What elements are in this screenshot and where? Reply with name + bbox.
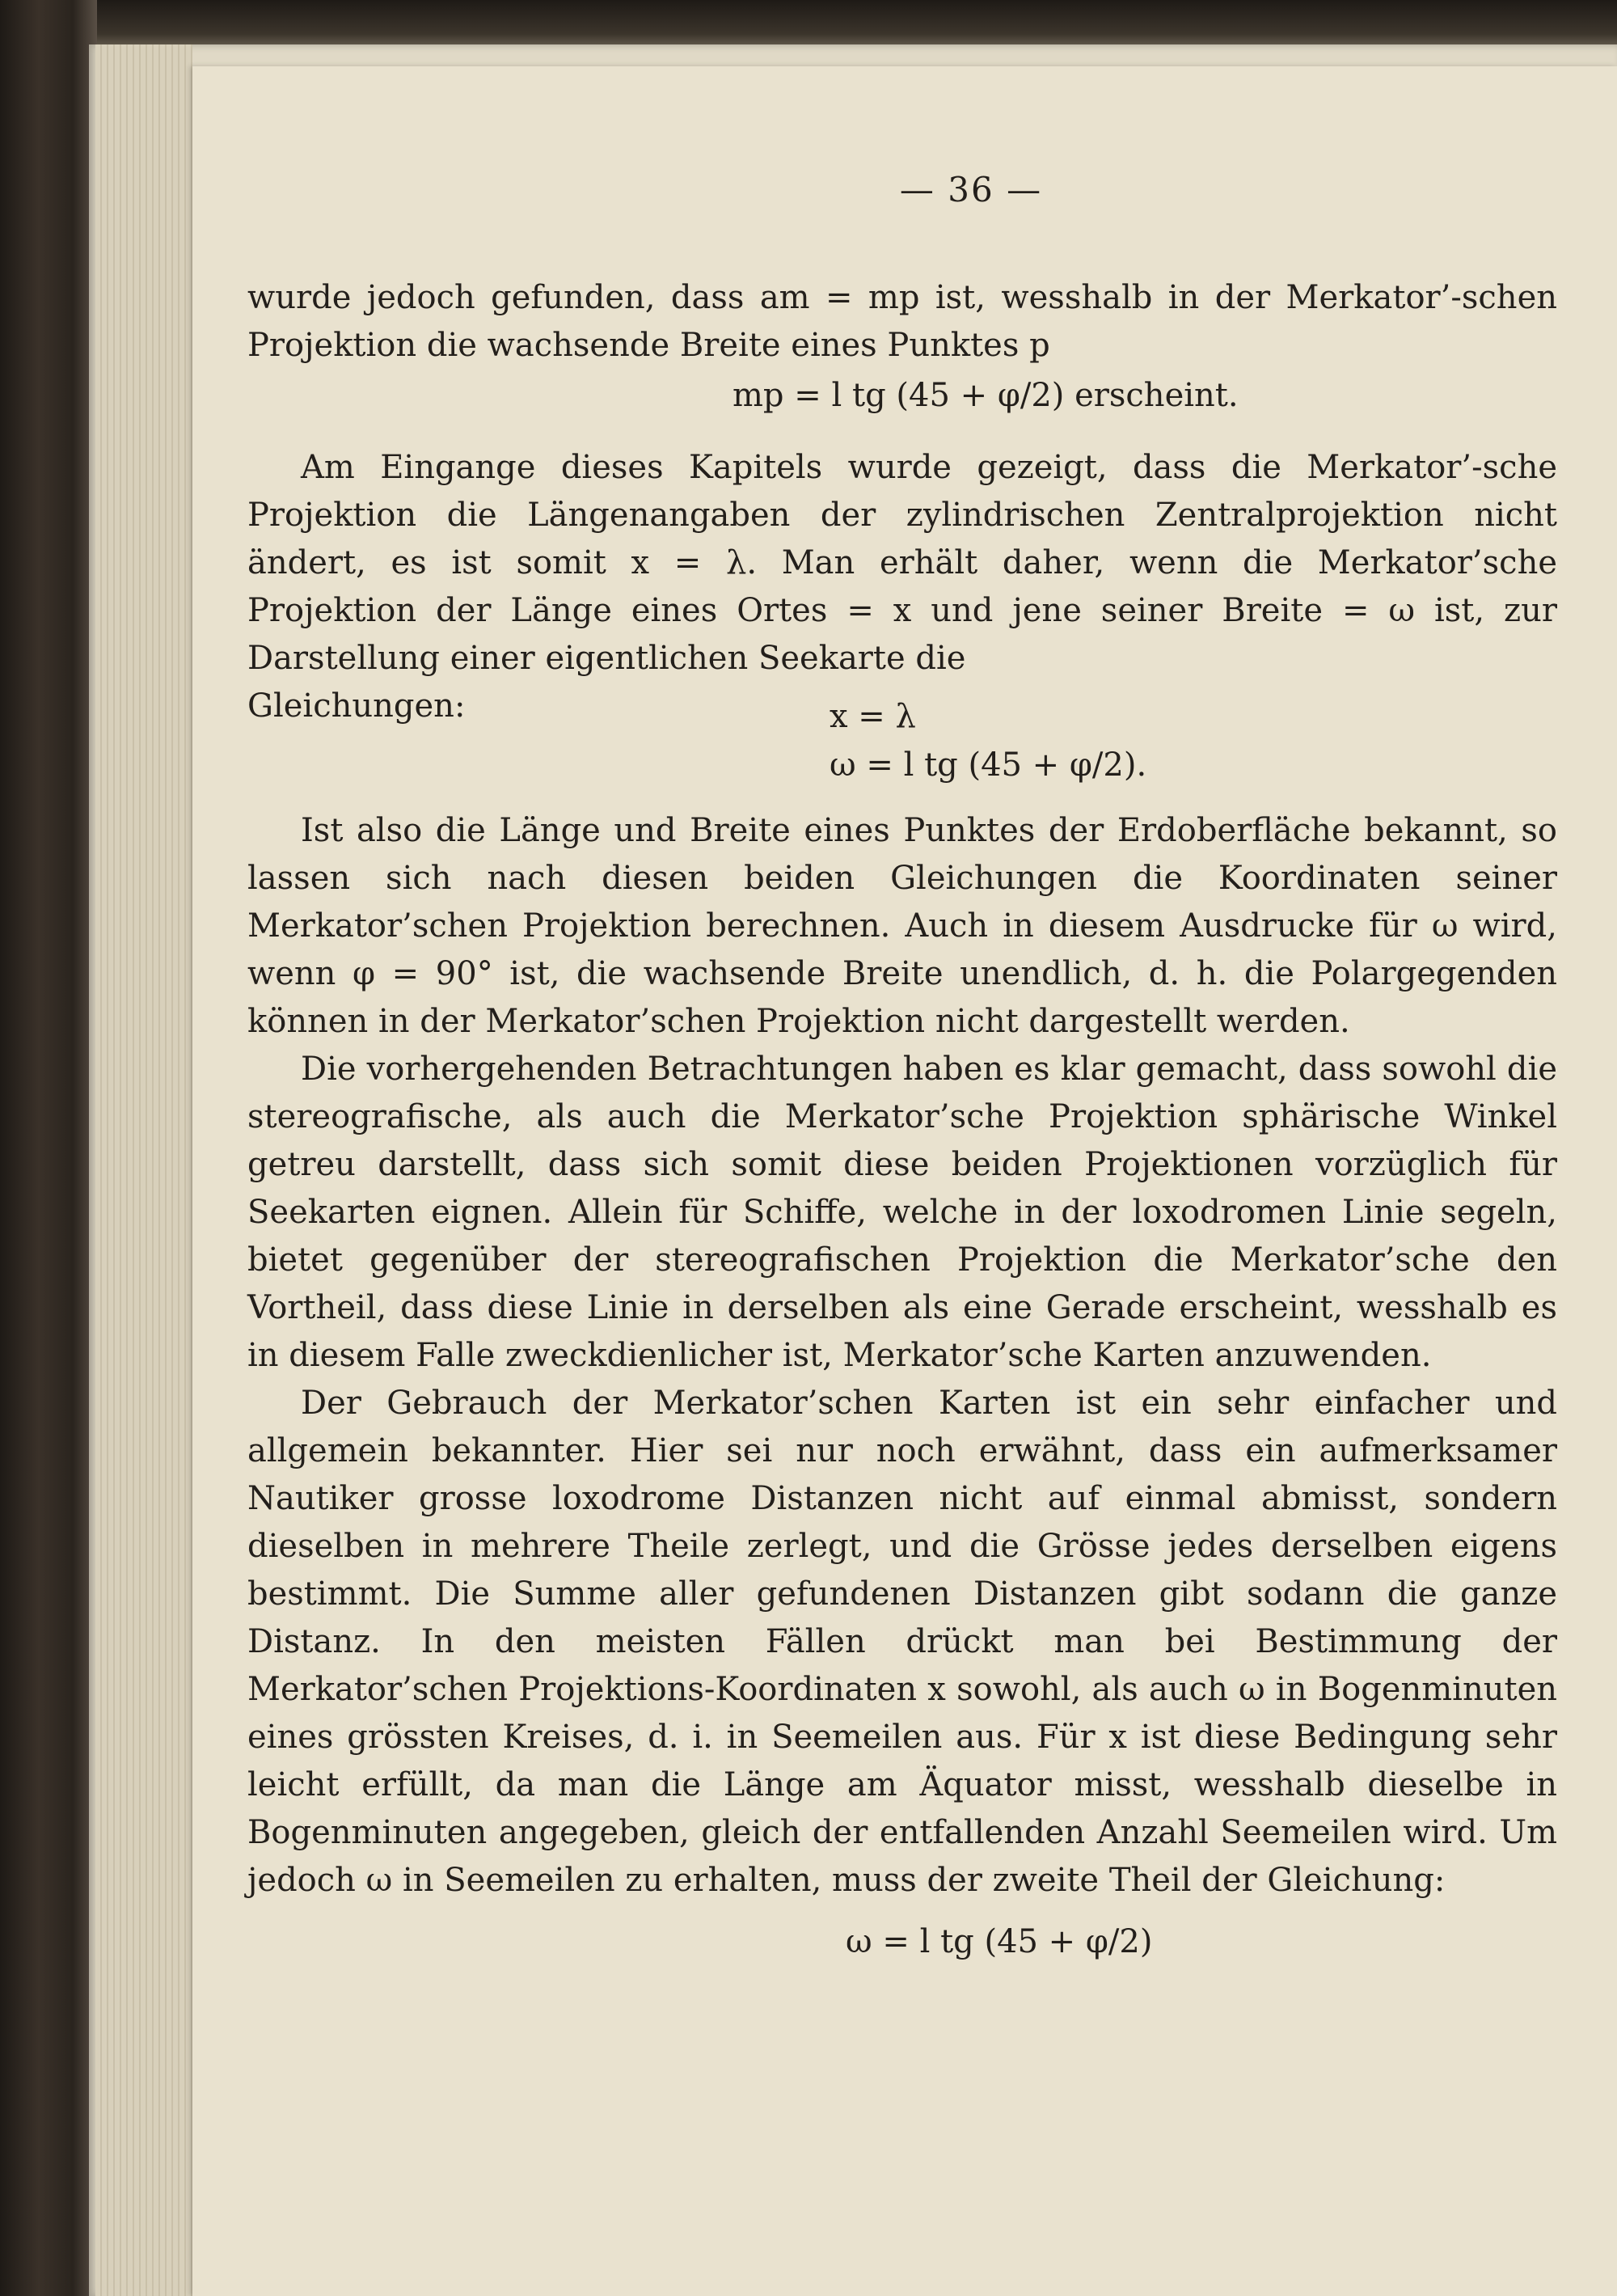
equations-block (247, 683, 1557, 786)
paragraph-3: Ist also die Länge und Breite eines Punktes der Erdoberfläche bekannt, so lassen sich nach diesen beiden Gleichungen die Koordinaten seiner Merkator’schen Projektion berechnen. Auch in diesem Ausdrucke für ω wird, wenn φ = 90° ist, die wachsende Breite unendlich, d. h. die Polargegenden können in der Merkator’schen Projektion nicht dargestellt werden. (247, 812, 1557, 1040)
equation-x: x = λ (830, 698, 916, 735)
equation-omega: ω = l tg (45 + φ/2). (830, 746, 1147, 784)
paragraph-1: wurde jedoch gefunden, dass am = mp ist, wesshalb in der Merkator’-schen Projektion die wachsende Breite eines Punktes p (247, 279, 1557, 364)
book-cover-edge (97, 0, 1617, 49)
formula-mp: mp = l tg (45 + φ/2) erscheint. (733, 377, 1239, 414)
formula-omega-final: ω = l tg (45 + φ/2) (846, 1923, 1153, 1960)
paragraph-2: Am Eingange dieses Kapitels wurde gezeigt, dass die Merkator’-sche Projektion die Längenangaben der zylindrischen Zentralprojektion nicht ändert, es ist somit x = λ. Man erhält daher, wenn die Merkator’sche Projektion der Länge eines Ortes = x und jene seiner Breite = ω ist, zur Darstellung einer eigentlichen Seekarte die (247, 449, 1557, 677)
page-number: — 36 — (899, 170, 1043, 209)
equations-label: Gleichungen: (247, 687, 466, 725)
paragraph-4: Die vorhergehenden Betrachtungen haben es klar gemacht, dass sowohl die stereografische, als auch die Merkator’sche Projektion sphärische Winkel getreu darstellt, dass sich somit diese beiden Projektionen vorzüglich für Seekarten eignen. Allein für Schiffe, welche in der loxodromen Linie segeln, bietet gegenüber der stereografischen Projektion die Merkator’sche den Vortheil, dass diese Linie in derselben als eine Gerade erscheint, wesshalb es in diesem Falle zweckdienlicher ist, Merkator’sche Karten anzuwenden. (247, 1051, 1557, 1374)
paragraph-5: Der Gebrauch der Merkator’schen Karten ist ein sehr einfacher und allgemein bekannter. Hier sei nur noch erwähnt, dass ein aufmerksamer Nautiker grosse loxodrome Distanzen nicht auf einmal abmisst, sondern dieselben in mehrere Theile zerlegt, und die Grösse jedes derselben eigens bestimmt. Die Summe aller gefundenen Distanzen gibt sodann die ganze Distanz. In den meisten Fällen drückt man bei Bestimmung der Merkator’schen Projektions-Koordinaten x sowohl, als auch ω in Bogenminuten eines grössten Kreises, d. i. in Seemeilen aus. Für x ist diese Bedingung sehr leicht erfüllt, da man die Länge am Äquator misst, wesshalb dieselbe in Bogenminuten angegeben, gleich der entfallenden Anzahl Seemeilen wird. Um jedoch ω in Seemeilen zu erhalten, muss der zweite Theil der Gleichung: (247, 1385, 1557, 1899)
book-binding (0, 0, 97, 2296)
page-content (247, 170, 1557, 1968)
